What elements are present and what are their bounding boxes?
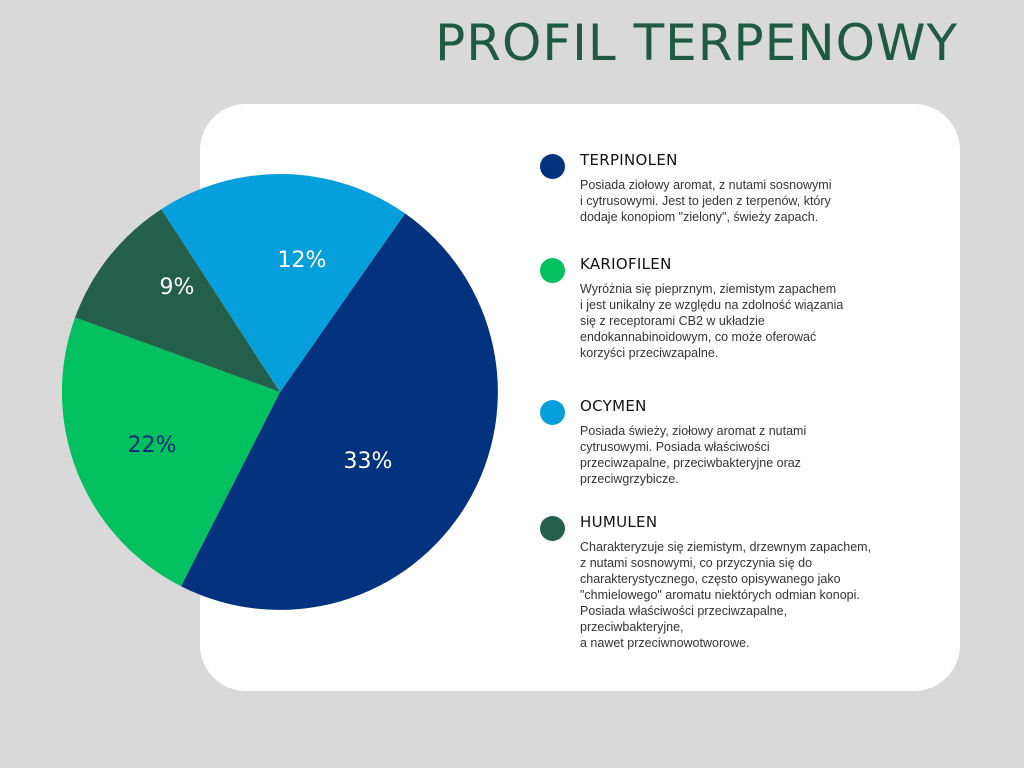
ocymen-color-dot	[540, 400, 565, 425]
legend-item-terpinolen	[540, 151, 960, 225]
legend-item-humulen	[540, 513, 960, 651]
page-title: PROFIL TERPENOWY	[435, 14, 958, 72]
legend-item-kariofilen	[540, 255, 960, 361]
legend-item-name: HUMULEN	[580, 513, 658, 531]
legend-item-name: OCYMEN	[580, 397, 647, 415]
humulen-color-dot	[540, 516, 565, 541]
pie-label-humulen: 9%	[159, 275, 195, 300]
kariofilen-color-dot	[540, 258, 565, 283]
legend-item-description: Charakteryzuje się ziemistym, drzewnym zapachem, z nutami sosnowymi, co przyczynia się do charakterystycznego, często opisywanego jako "chmielowego" aromatu niektórych odmian konopi. Posiada właściwości przeciwzapalne, przeciwbakteryjne, a nawet przeciwnowotworowe.	[580, 540, 872, 650]
pie-label-terpinolen: 33%	[343, 449, 393, 474]
legend-item-description: Posiada ziołowy aromat, z nutami sosnowymi i cytrusowymi. Jest to jeden z terpenów, który dodaje konopiom "zielony", świeży zapach.	[580, 178, 832, 224]
pie-label-ocymen: 12%	[277, 248, 327, 273]
legend-item-name: KARIOFILEN	[580, 255, 672, 273]
pie-label-kariofilen: 22%	[127, 433, 177, 458]
legend-item-description: Wyróżnia się pieprznym, ziemistym zapachem i jest unikalny ze względu na zdolność wiązania się z receptorami CB2 w układzie endokannabinoidowym, co może oferować korzyści przeciwzapalne.	[580, 282, 844, 360]
legend-item-description: Posiada świeży, ziołowy aromat z nutami cytrusowymi. Posiada właściwości przeciwzapalne, przeciwbakteryjne oraz przeciwgrzybicze.	[580, 424, 807, 486]
terpinolen-color-dot	[540, 154, 565, 179]
legend-item-ocymen	[540, 397, 960, 487]
terpene-legend	[540, 148, 960, 651]
legend-item-name: TERPINOLEN	[580, 151, 678, 169]
